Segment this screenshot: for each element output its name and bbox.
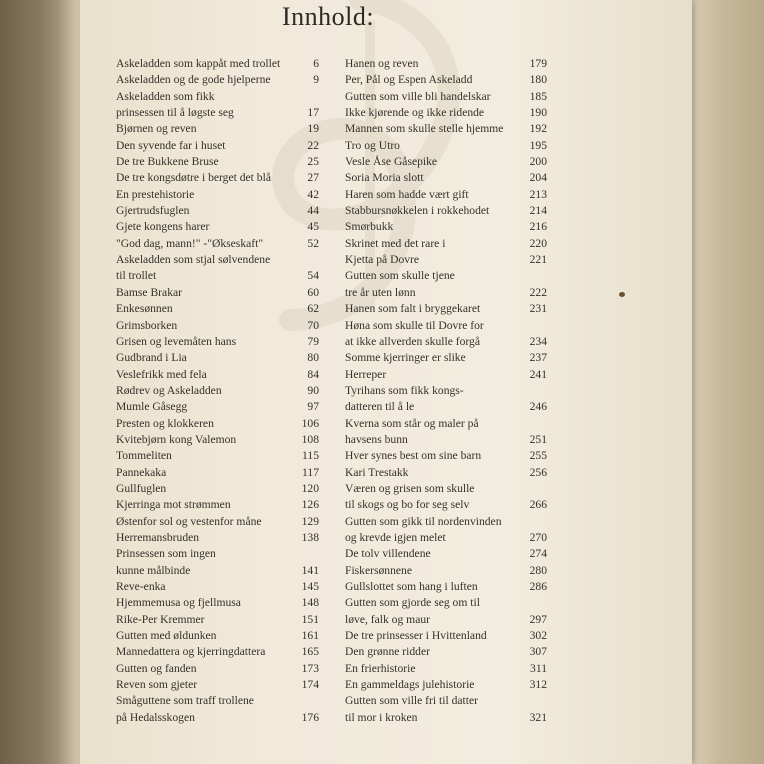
- toc-entry: [116, 138, 319, 154]
- toc-entry-page: 6: [313, 57, 319, 70]
- toc-entry-page: 321: [529, 710, 547, 724]
- toc-entry: [345, 318, 547, 334]
- toc-entry: [116, 350, 319, 366]
- toc-entry-title: Kjetta på Dovre: [345, 253, 420, 267]
- toc-entry-page: 141: [301, 563, 319, 577]
- toc-entry: [345, 465, 547, 481]
- toc-entry-page: 120: [301, 481, 319, 495]
- toc-entry-title: Gutten som skulle tjene: [345, 269, 455, 283]
- toc-entry: [345, 677, 547, 693]
- toc-left-column: [116, 56, 319, 726]
- toc-entry-title: Ikke kjørende og ikke ridende: [345, 106, 485, 120]
- toc-entry-page: 151: [301, 612, 319, 626]
- toc-entry-title: Per, Pål og Espen Askeladd: [345, 73, 473, 87]
- toc-entry-page: 129: [301, 514, 319, 528]
- toc-entry: [116, 677, 319, 693]
- toc-entry: [116, 399, 319, 415]
- toc-entry: [345, 546, 547, 562]
- toc-entry-title: Gutten som gjorde seg om til: [345, 596, 480, 610]
- toc-entry: [345, 481, 547, 497]
- toc-entry: [116, 121, 319, 137]
- toc-entry-title: kunne målbinde: [116, 563, 191, 577]
- toc-entry-title: Presten og klokkeren: [116, 416, 214, 430]
- toc-entry: [116, 530, 319, 546]
- toc-entry: [116, 579, 319, 595]
- toc-entry: [116, 497, 319, 513]
- toc-entry-page: 90: [307, 383, 319, 397]
- toc-entry: [345, 497, 547, 513]
- toc-entry-title: Stabbursnøkkelen i rokkehodet: [345, 204, 490, 218]
- toc-entry-page: 108: [301, 432, 319, 446]
- toc-entry-page: 54: [307, 269, 319, 283]
- toc-entry: [345, 416, 547, 432]
- toc-entry-title: Bamse Brakar: [116, 285, 182, 299]
- toc-entry-title: En frierhistorie: [345, 661, 416, 675]
- toc-entry-title: Fiskersønnene: [345, 563, 412, 577]
- toc-entry-page: 274: [529, 547, 547, 561]
- toc-entry-title: til trollet: [116, 269, 157, 283]
- toc-entry-page: 185: [529, 89, 547, 103]
- toc-entry: [116, 203, 319, 219]
- toc-entry-title: Veslefrikk med fela: [116, 367, 207, 381]
- toc-entry: [345, 693, 547, 709]
- toc-entry-title: Vesle Åse Gåsepike: [345, 155, 438, 169]
- toc-entry-page: 237: [529, 351, 547, 365]
- toc-entry-title: Rødrev og Askeladden: [116, 383, 222, 397]
- toc-entry-title: Kverna som står og maler på: [345, 416, 479, 430]
- toc-entry: [345, 448, 547, 464]
- toc-entry-page: 222: [529, 285, 547, 299]
- toc-entry-title: Pannekaka: [116, 465, 167, 479]
- toc-entry: [116, 301, 319, 317]
- toc-entry-title: Høna som skulle til Dovre for: [345, 318, 484, 332]
- toc-entry-title: til mor i kroken: [345, 710, 418, 724]
- toc-entry: [345, 612, 547, 628]
- toc-entry-title: Grisen og levemåten hans: [116, 334, 237, 348]
- toc-entry: [345, 350, 547, 366]
- toc-entry-title: Haren som hadde vært gift: [345, 187, 469, 201]
- toc-entry: [116, 285, 319, 301]
- toc-entry-title: Enkesønnen: [116, 302, 173, 316]
- toc-entry: [345, 383, 547, 399]
- toc-entry-page: 97: [307, 400, 319, 414]
- toc-entry: [345, 334, 547, 350]
- toc-entry-title: Skrinet med det rare i: [345, 236, 446, 250]
- toc-entry-title: Gutten og fanden: [116, 661, 197, 675]
- toc-entry-page: 256: [529, 465, 547, 479]
- toc-entry-title: Herremansbruden: [116, 530, 200, 544]
- toc-entry: [345, 563, 547, 579]
- toc-entry: [116, 644, 319, 660]
- toc-entry: [345, 432, 547, 448]
- toc-entry-title: Kvitebjørn kong Valemon: [116, 432, 237, 446]
- toc-entry-page: 192: [529, 122, 547, 136]
- toc-entry: [345, 154, 547, 170]
- toc-entry: [116, 481, 319, 497]
- toc-entry-page: 302: [529, 629, 547, 643]
- toc-entry-title: Hver synes best om sine barn: [345, 449, 482, 463]
- toc-entry-page: 307: [529, 645, 547, 659]
- toc-entry-page: 297: [529, 612, 547, 626]
- toc-entry: [345, 399, 547, 415]
- toc-entry-page: 161: [301, 629, 319, 643]
- toc-entry: [116, 416, 319, 432]
- toc-entry-title: De tre prinsesser i Hvittenland: [345, 629, 487, 643]
- toc-entry-title: Kjerringa mot strømmen: [116, 498, 231, 512]
- toc-entry-page: 270: [529, 530, 547, 544]
- toc-entry-page: 241: [529, 367, 547, 381]
- toc-entry-page: 62: [307, 302, 319, 316]
- toc-entry-title: datteren til å le: [345, 400, 415, 414]
- toc-entry-title: Østenfor sol og vestenfor måne: [116, 514, 262, 528]
- toc-entry: [116, 448, 319, 464]
- toc-entry: [116, 693, 319, 709]
- toc-entry-title: Hanen og reven: [345, 57, 419, 70]
- toc-entry: [116, 514, 319, 530]
- toc-entry-page: 213: [529, 187, 547, 201]
- toc-entry-title: Gutten som gikk til nordenvinden: [345, 514, 502, 528]
- toc-entry: [345, 121, 547, 137]
- toc-entry-title: Mumle Gåsegg: [116, 400, 188, 414]
- toc-entry-title: Somme kjerringer er slike: [345, 351, 466, 365]
- toc-entry-page: 80: [307, 351, 319, 365]
- toc-entry-page: 200: [529, 155, 547, 169]
- toc-entry-page: 42: [307, 187, 319, 201]
- toc-entry-title: Gutten med øldunken: [116, 629, 217, 643]
- toc-entry-title: Hanen som falt i bryggekaret: [345, 302, 481, 316]
- toc-entry: [116, 546, 319, 562]
- toc-entry-page: 126: [301, 498, 319, 512]
- toc-entry: [116, 56, 319, 72]
- toc-entry-page: 176: [301, 710, 319, 724]
- toc-entry-title: Den syvende far i huset: [116, 138, 226, 152]
- toc-entry: [116, 595, 319, 611]
- toc-entry-page: 45: [307, 220, 319, 234]
- toc-entry-title: Kari Trestakk: [345, 465, 409, 479]
- toc-entry: [116, 72, 319, 88]
- toc-entry-title: De tre kongsdøtre i berget det blå: [116, 171, 271, 185]
- toc-entry-title: Væren og grisen som skulle: [345, 481, 475, 495]
- toc-entry: [116, 432, 319, 448]
- toc-entry: [116, 89, 319, 105]
- toc-entry: [116, 563, 319, 579]
- toc-entry: [345, 268, 547, 284]
- toc-entry: [116, 236, 319, 252]
- toc-entry: [116, 628, 319, 644]
- toc-entry-page: 231: [529, 302, 547, 316]
- toc-entry: [116, 710, 319, 726]
- toc-entry-title: tre år uten lønn: [345, 285, 416, 299]
- table-surface-right: [690, 0, 764, 764]
- toc-entry-page: 173: [301, 661, 319, 675]
- toc-entry: [116, 268, 319, 284]
- toc-entry: [116, 187, 319, 203]
- toc-entry: [345, 530, 547, 546]
- toc-entry-title: at ikke allverden skulle forgå: [345, 334, 480, 348]
- toc-entry-page: 70: [307, 318, 319, 332]
- toc-entry-page: 312: [529, 678, 547, 692]
- toc-entry-title: Gjertrudsfuglen: [116, 204, 190, 218]
- toc-entry: [345, 219, 547, 235]
- toc-entry: [345, 628, 547, 644]
- toc-entry-title: Tommeliten: [116, 449, 172, 463]
- toc-entry: [345, 644, 547, 660]
- toc-entry-title: Den grønne ridder: [345, 645, 430, 659]
- toc-entry-page: 280: [529, 563, 547, 577]
- toc-entry-page: 145: [301, 580, 319, 593]
- toc-entry: [116, 105, 319, 121]
- toc-entry-page: 9: [313, 73, 319, 87]
- toc-entry-page: 174: [301, 678, 319, 692]
- toc-entry-page: 190: [529, 106, 547, 120]
- toc-entry-title: Prinsessen som ingen: [116, 547, 216, 561]
- toc-entry-title: løve, falk og maur: [345, 612, 430, 626]
- toc-entry: [345, 187, 547, 203]
- toc-entry-page: 27: [307, 171, 319, 185]
- toc-entry-page: 79: [307, 334, 319, 348]
- toc-entry-title: En gammeldags julehistorie: [345, 678, 475, 692]
- toc-entry-title: Rike-Per Kremmer: [116, 612, 205, 626]
- toc-entry: [116, 465, 319, 481]
- toc-entry-title: "God dag, mann!" -"Økseskaft": [116, 236, 264, 250]
- toc-entry-page: 17: [307, 106, 319, 120]
- toc-entry-title: Reve-enka: [116, 580, 166, 593]
- toc-right-column: [345, 56, 547, 726]
- toc-entry: [116, 334, 319, 350]
- toc-entry-page: 255: [529, 449, 547, 463]
- toc-entry-title: Mannen som skulle stelle hjemme: [345, 122, 504, 136]
- toc-entry: [116, 612, 319, 628]
- toc-entry-title: Askeladden og de gode hjelperne: [116, 73, 271, 87]
- toc-entry: [345, 252, 547, 268]
- toc-entry-title: Soria Moria slott: [345, 171, 424, 185]
- toc-entry-page: 60: [307, 285, 319, 299]
- toc-entry-title: havsens bunn: [345, 432, 408, 446]
- toc-entry-title: på Hedalsskogen: [116, 710, 195, 724]
- toc-entry-page: 216: [529, 220, 547, 234]
- toc-entry: [116, 367, 319, 383]
- toc-entry-page: 138: [301, 530, 319, 544]
- toc-entry-page: 251: [529, 432, 547, 446]
- toc-entry: [116, 383, 319, 399]
- toc-entry-title: Askeladden som kappåt med trollet: [116, 57, 281, 70]
- toc-entry-page: 195: [529, 138, 547, 152]
- toc-entry: [345, 72, 547, 88]
- toc-entry-title: og krevde igjen melet: [345, 530, 446, 544]
- toc-entry: [345, 170, 547, 186]
- toc-entry-page: 52: [307, 236, 319, 250]
- toc-entry-title: Gullslottet som hang i luften: [345, 580, 478, 593]
- toc-entry-title: Tyrihans som fikk kongs-: [345, 383, 464, 397]
- toc-entry-title: Smørbukk: [345, 220, 394, 234]
- toc-entry: [116, 661, 319, 677]
- toc-entry-title: Herreper: [345, 367, 387, 381]
- toc-entry-title: De tre Bukkene Bruse: [116, 155, 219, 169]
- toc-entry-title: Gullfuglen: [116, 481, 167, 495]
- toc-entry-title: En prestehistorie: [116, 187, 195, 201]
- toc-entry: [116, 252, 319, 268]
- toc-entry: [345, 138, 547, 154]
- toc-entry-page: 165: [301, 645, 319, 659]
- toc-entry-page: 221: [529, 253, 547, 267]
- toc-entry-title: Gutten som ville fri til datter: [345, 694, 478, 708]
- toc-entry-page: 148: [301, 596, 319, 610]
- toc-entry-page: 179: [529, 57, 547, 70]
- toc-entry: [116, 170, 319, 186]
- toc-entry: [345, 595, 547, 611]
- toc-entry-page: 25: [307, 155, 319, 169]
- toc-entry-title: prinsessen til å løgste seg: [116, 106, 234, 120]
- toc-entry-page: 180: [529, 73, 547, 87]
- toc-entry-title: Askeladden som stjal sølvendene: [116, 253, 271, 267]
- toc-entry-title: De tolv villendene: [345, 547, 431, 561]
- toc-entry: [116, 154, 319, 170]
- toc-entry-page: 311: [530, 661, 547, 675]
- toc-entry: [116, 318, 319, 334]
- toc-entry-page: 44: [307, 204, 319, 218]
- toc-entry-title: Tro og Utro: [345, 138, 400, 152]
- page-title: Innhold:: [282, 2, 375, 31]
- toc-entry: [116, 219, 319, 235]
- toc-entry-page: 286: [529, 580, 547, 593]
- toc-entry: [345, 661, 547, 677]
- toc-entry-page: 204: [529, 171, 547, 185]
- toc-entry-title: Mannedattera og kjerringdattera: [116, 645, 266, 659]
- toc-entry-page: 266: [529, 498, 547, 512]
- toc-entry: [345, 285, 547, 301]
- toc-entry: [345, 301, 547, 317]
- toc-entry-page: 246: [529, 400, 547, 414]
- toc-entry-page: 117: [302, 465, 319, 479]
- toc-entry-title: Gutten som ville bli handelskar: [345, 89, 491, 103]
- toc-entry: [345, 710, 547, 726]
- toc-entry: [345, 203, 547, 219]
- toc-entry-page: 19: [307, 122, 319, 136]
- toc-entry-title: Gudbrand i Lia: [116, 351, 187, 365]
- toc-entry-page: 115: [302, 449, 319, 463]
- toc-entry-page: 234: [529, 334, 547, 348]
- toc-entry: [345, 367, 547, 383]
- toc-entry-title: Reven som gjeter: [116, 678, 198, 692]
- toc-entry: [345, 56, 547, 72]
- toc-entry-page: 84: [307, 367, 319, 381]
- toc-entry: [345, 579, 547, 595]
- toc-entry: [345, 236, 547, 252]
- toc-entry: [345, 89, 547, 105]
- toc-entry-title: Grimsborken: [116, 318, 178, 332]
- toc-entry-title: Hjemmemusa og fjellmusa: [116, 596, 241, 610]
- toc-entry-page: 22: [307, 138, 319, 152]
- toc-entry-title: Småguttene som traff trollene: [116, 694, 254, 708]
- toc-entry-page: 214: [529, 204, 547, 218]
- toc-entry: [345, 105, 547, 121]
- toc-entry-title: til skogs og bo for seg selv: [345, 498, 470, 512]
- paper-speck: [619, 292, 625, 297]
- toc-entry-page: 106: [301, 416, 319, 430]
- toc-entry-title: Gjete kongens harer: [116, 220, 210, 234]
- toc-entry-page: 220: [529, 236, 547, 250]
- toc-entry: [345, 514, 547, 530]
- toc-entry-title: Bjørnen og reven: [116, 122, 197, 136]
- toc-entry-title: Askeladden som fikk: [116, 89, 215, 103]
